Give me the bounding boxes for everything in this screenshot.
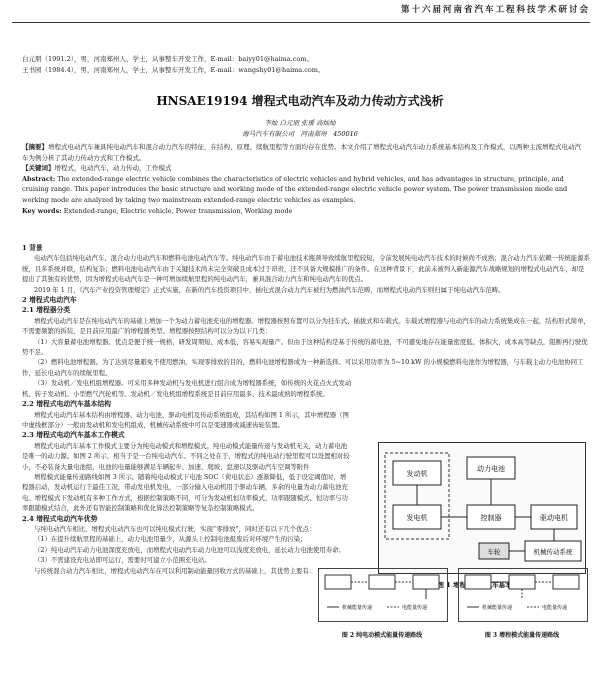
- section-heading-2: 2 增程式电动汽车: [22, 296, 77, 305]
- cn-keywords: [22, 163, 582, 174]
- author-names: 李灿 白元朋 张瑗 高灿灿: [264, 119, 336, 127]
- author-note-2: 王书园（1984.4），男，河南郑州人，学士，从事整车开发工作，E-mail：wangshy01@haima.com。: [22, 66, 325, 74]
- cn-abstract-text: 增程式电动汽车兼具纯电动汽车和混合动力汽车的特征，在结构、原理、续航里程等方面均存在优势。本文介绍了增程式电动汽车动力系统基本结构及工作模式，以两种主流增程式电动汽车为例分析了其动力传动方式和工作模式。: [22, 143, 581, 162]
- fig2-legend-mech: 机械能量传递: [342, 605, 373, 611]
- figure-3-caption: 图 3 增程模式能量传递路线: [484, 632, 560, 639]
- generator-label: 发电机: [406, 514, 428, 522]
- fig2-legend-elec: 电能量传递: [402, 605, 428, 611]
- affiliation: 海马汽车有限公司 河南郑州 450016: [242, 130, 358, 138]
- fig3-legend-mech: 机械能量传递: [482, 605, 513, 611]
- paragraph-5: （2）燃料电池增程器。为了达到尽量避免不使用燃油，实现零排放的目的，燃料电池增程器成为一种新选择。可以采用功率为 5~10 kW 的小规模燃料电池作为增程器，与车载主动力电池协同工作，延长电动汽车的续航里程。: [22, 358, 584, 377]
- transmission-label: 机械传动系统: [533, 548, 573, 556]
- fig3-engine-box: [465, 575, 491, 589]
- paragraph-4: （1）大容量蓄电池增程器。优点是便于统一规格，研发周期短、成本低、容易实现量产。但由于这种结构是基于传统的蓄电池，不可避免地存在能量密度低、体积大、成本高等缺点，阻断再行驶优势不足。: [22, 337, 588, 357]
- cn-abstract-label: 【摘要】: [22, 143, 48, 151]
- abstract-block: [22, 142, 582, 216]
- en-abstract-label: Abstract:: [22, 174, 56, 183]
- figure-2-caption: 图 2 纯电动模式能量传递路线: [341, 632, 423, 639]
- cn-keywords-text: 增程式，电动汽车，动力传动，工作模式: [54, 164, 172, 173]
- paragraph-9: 增程模式能量传递路线如图 3 所示。随着纯电动模式下电池 SOC（荷电状态）逐渐降低，低于设定阈值时，增程器启动，发动机运行于最佳工况，带动发电机发电，一部分输入电动机用于驱动车辆，多余的电量为动力蓄电池充电。增程模式下发动机有多种工作方式，根据控制策略不同，可分为发动机恒功率模式、功率跟随模式、恒功率与功率跟随模式结合，此外还有智能控制策略和优化算法控制策略等复杂控制策略模式。: [22, 472, 348, 513]
- section-heading-2-1: 2.1 增程器分类: [22, 306, 71, 315]
- controller-label: 控制器: [480, 514, 502, 522]
- fig2-battery-box: [325, 575, 351, 589]
- en-abstract: [22, 174, 582, 206]
- paragraph-1: 电动汽车包括纯电动汽车、混合动力电动汽车和燃料电池电动汽车等。纯电动汽车由于蓄电池技术瓶颈导致续航里程较短，令前发展纯电动汽车技术的时候尚不成熟；混合动力汽车依赖一传统能源系统，且多系统并联，结构复杂；燃料电池电动汽车由于关键技术尚未完全突破且成本过于昂贵，还不具备大规模推广的条件。在这种背景下，此前未被列入新能源汽车战略规划的增程式电动汽车，却是提出了其独有的优势，因为增程式电动汽车是一种可增加续航里程的纯电动汽车，兼具混合动力汽车和纯电动汽车的优点。: [22, 254, 590, 284]
- section-heading-1: 1 背景: [22, 244, 43, 252]
- author-notes: [22, 54, 324, 76]
- paragraph-7: 增程式电动汽车基本结构由增程器、动力电池、驱动电机及传动系统组成，其结构如图 1 所示，其中增程器（图中虚线框部分）一般由发动机和发电机组成，机械传动系统中可以是变速器或减速齿轮装置。: [22, 410, 349, 429]
- paragraph-11: （1）在提升续航里程的基础上，动力电池用量少，从源头上控制电池报废后对环境产生的污染；: [34, 535, 307, 544]
- engine-label: 发动机: [406, 470, 428, 478]
- en-keywords-label: Key words:: [22, 206, 62, 215]
- battery-label: 动力电池: [477, 465, 505, 473]
- en-abstract-text: The extended-range electric vehicle combines the characteristics of electric vehicles and hybrid vehicles, and has advantages in structure, principle, and cruising range. This paper introduces the basic structure and working mode of the extended-range electric vehicle power system. The power transmission mode and working mode are analyzed by taking two mainstream extended-range electric vehicles as examples.: [22, 174, 568, 204]
- section-heading-2-3: 2.3 增程式电动汽车基本工作模式: [22, 431, 125, 440]
- fig3-motor-box: [553, 575, 579, 589]
- figure-3-diagram: [458, 568, 588, 622]
- paper-title: HNSAE19194 增程式电动汽车及动力传动方式浅析: [156, 94, 444, 108]
- figure-1-diagram: [378, 442, 586, 574]
- fig2-controller-box: [369, 575, 395, 589]
- paragraph-14: 与传统混合动力汽车相比，增程式电动汽车在可以利用制动能量回收方式的基础上，其优势主要有：: [34, 566, 316, 575]
- cn-keywords-label: 【关键词】: [22, 164, 55, 173]
- running-header: 第十六届河南省汽车工程科技学术研讨会: [400, 5, 590, 15]
- paragraph-6: （3）发动机／发电机组增程器。可采用多种发动机与发电机进行组合成为增程器系统，如传统的火花点火式发动机、转子发动机、小型燃气汽轮机等。发动机／发电机组增程系统是目前应用最多、技术最成熟的增程系统。: [22, 379, 352, 398]
- paragraph-3: 增程式电动汽车是在纯电动汽车的基础上增加一个为动力蓄电池充电的增程器。增程器按照布置可以分为挂车式、插拔式和车载式。车载式增程器与电动汽车的动力系统集成在一起，结构形式简单，不需要频繁的拆装，是目前应用最广的增程器类型。增程器按照结构可以分为以下几类：: [22, 316, 590, 336]
- wheel-label: 车轮: [487, 548, 501, 556]
- paragraph-12: （2）纯电动汽车动力电池深度充放电，而增程式电动汽车动力电池可以浅度充放电，延长动力电池使用寿命；: [34, 545, 345, 554]
- fig3-legend-elec: 电能量传递: [542, 605, 568, 611]
- section-heading-2-2: 2.2 增程式电动汽车基本结构: [22, 400, 111, 409]
- paragraph-13: （3）不需建设充电站即可运行，需要时可建立小范围充电站。: [34, 556, 211, 565]
- cn-abstract: [22, 142, 582, 163]
- en-keywords: [22, 206, 582, 217]
- motor-label: 驱动电机: [540, 514, 568, 522]
- figure-1-caption: 图 1: [437, 581, 451, 589]
- byline: [0, 118, 600, 140]
- header-rule: [12, 22, 590, 23]
- paragraph-2: 2019 年 1 月，《汽车产业投资管理规定》正式实施，在新的汽车投资项目中，插电式混合动力汽车被归为燃油汽车范畴，而增程式电动汽车则归属于纯电动汽车范畴。: [34, 285, 505, 294]
- en-keywords-text: Extended-range, Electric vehicle, Power transmission, Working mode: [61, 206, 293, 215]
- section-heading-2-4: 2.4 增程式电动汽车优势: [22, 514, 98, 523]
- fig3-generator-box: [509, 575, 535, 589]
- fig2-motor-box: [413, 575, 439, 589]
- paragraph-10: 与纯电动汽车相比，增程式电动汽车也可以纯电模式行驶，实现“零排放”，同时还有以下几个优点：: [34, 524, 316, 533]
- figure-2-diagram: [318, 568, 448, 622]
- paragraph-8: 增程式电动汽车基本工作模式主要分为纯电动模式和增程模式。纯电动模式能量传递与发动机无关，动力蓄电池是唯一的动力源。如图 2 所示，相当于是一台纯电动汽车。不同之处在于，增程式的纯电动行驶里程可以设置相对较小，不必装备大量电池组，电池的电量能够满足车辆起步、加速、爬坡、怠速以及驱动汽车空调等附件: [22, 441, 350, 471]
- author-note-1: 白元朋（1991.2），男，河南郑州人，学士，从事整车开发工作，E-mail：baiyy01@haima.com。: [22, 55, 313, 63]
